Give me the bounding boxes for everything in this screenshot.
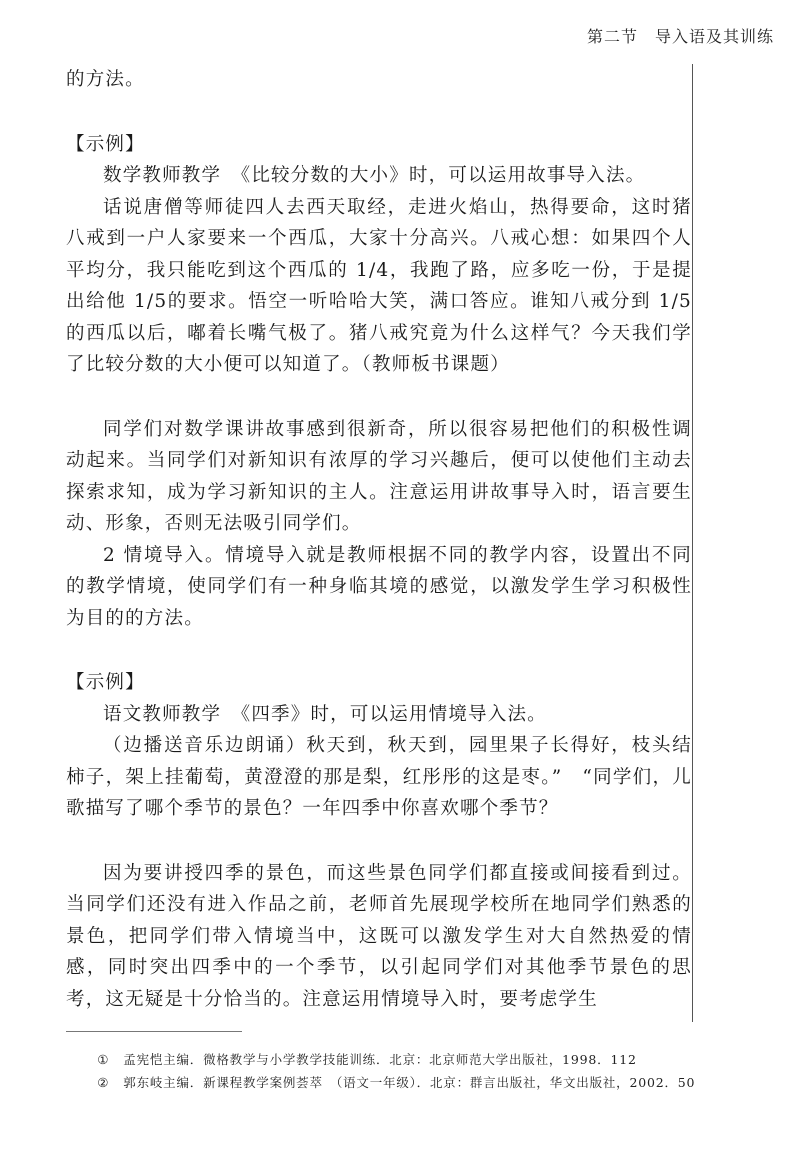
story-paragraph: 话说唐僧等师徒四人去西天取经，走进火焰山，热得要命，这时猪八戒到一户人家要来一个西瓜，大家十分高兴。八戒心想：如果四个人平均分，我只能吃到这个西瓜的 1/4，我跑了路，应多吃一份，于是提出给他 1/5的要求。悟空一听哈哈大笑，满口答应。谁知八戒分到 1/5的西瓜以后，嘟着长嘴气极了。猪八戒究竟为什么这样气？今天我们学了比较分数的大小便可以知道了。（教师板书课题） (66, 196, 692, 375)
footnote (66, 1071, 696, 1094)
paragraph: 同学们对数学课讲故事感到很新奇，所以很容易把他们的积极性调动起来。当同学们对新知识有浓厚的学习兴趣后，便可以使他们主动去探索求知，成为学习新知识的主人。注意运用讲故事导入时，语言要生动、形象，否则无法吸引同学们。 (66, 418, 692, 534)
footnotes (66, 1048, 696, 1094)
footnote-mark: ② (97, 1075, 110, 1090)
footnote (66, 1048, 696, 1071)
footnote-text: 郭东岐主编．新课程教学案例荟萃 （语文一年级）．北京：群言出版社，华文出版社，2002．50 (123, 1075, 696, 1090)
page-body (66, 64, 692, 1015)
margin-rule (692, 64, 693, 1022)
poem-paragraph: （边播送音乐边朗诵）秋天到，秋天到，园里果子长得好，枝头结柿子，架上挂葡萄，黄澄澄的那是梨，红彤彤的这是枣。” “同学们，儿歌描写了哪个季节的景色？一年四季中你喜欢哪个季节？ (66, 735, 692, 819)
footnote-mark: ① (97, 1052, 110, 1067)
paragraph: 语文教师教学 《四季》时，可以运用情境导入法。 (103, 703, 547, 725)
example-label: 【示例】 (66, 133, 145, 155)
footnote-text: 孟宪恺主编．微格教学与小学教学技能训练．北京：北京师范大学出版社，1998．112 (123, 1052, 637, 1067)
paragraph: 2 情境导入。情境导入就是教师根据不同的教学内容，设置出不同的教学情境，使同学们有一种身临其境的感觉，以激发学生学习积极性为目的的方法。 (66, 544, 692, 629)
paragraph: 因为要讲授四季的景色，而这些景色同学们都直接或间接看到过。当同学们还没有进入作品之前，老师首先展现学校所在地同学们熟悉的景色，把同学们带入情境当中，这既可以激发学生对大自然热爱的情感，同时突出四季中的一个季节，以引起同学们对其他季节景色的思考，这无疑是十分恰当的。注意运用情境导入时，要考虑学生 (66, 862, 692, 1010)
paragraph: 的方法。 (66, 69, 145, 90)
running-header: 第二节 导入语及其训练 (586, 27, 774, 46)
paragraph: 数学教师教学 《比较分数的大小》时，可以运用故事导入法。 (103, 165, 646, 186)
footnote-separator (66, 1031, 242, 1032)
example-label: 【示例】 (66, 672, 145, 693)
